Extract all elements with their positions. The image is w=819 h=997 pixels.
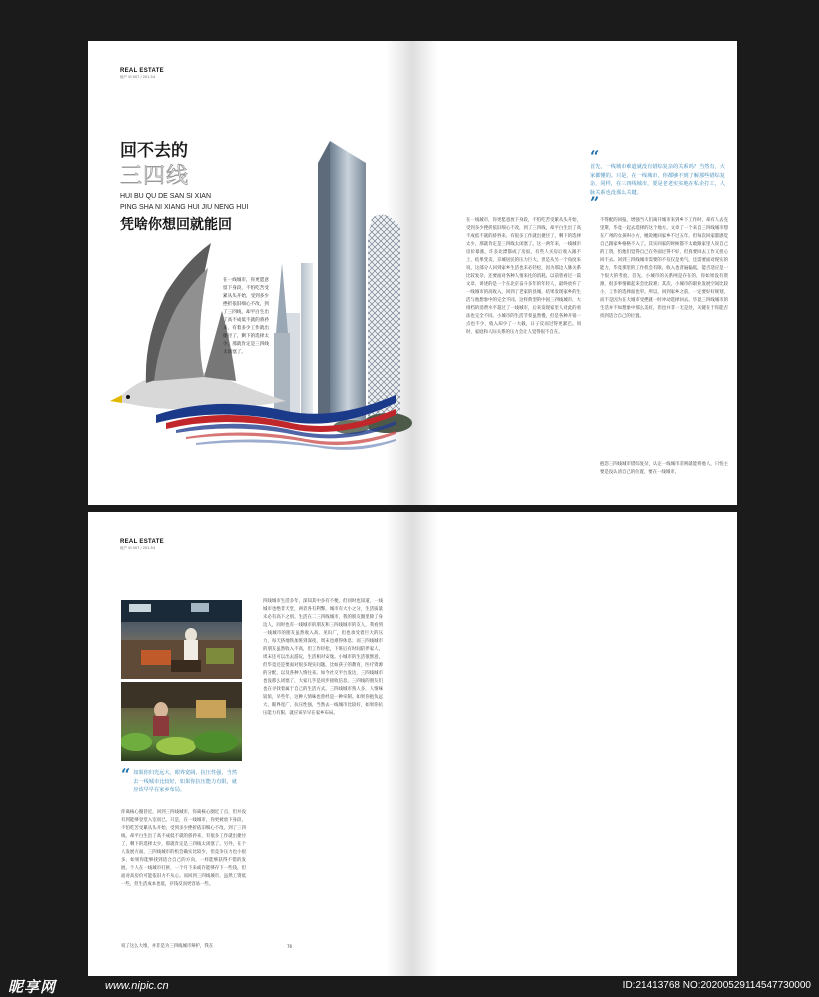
body-column-b-end: 抱怨三四线城市错综复杂，认定一线城市差则就能将他人，只怕主要是没认清自己的位置，要在一线城市， <box>600 462 728 475</box>
page-number: 76 <box>287 944 293 949</box>
body-column-left: 你离核心圈甚近，回到三四线城市，你离核心圈近了点，但并没有到能够登堂入室而已，只是，在一线城市，你更被放下身段，不怕吃苦受累从头开始，受到多少挫折依旧细心不改，到了三四线，却平白生出了高不成低不就的骄矜来，有很多工作就出捷径了，剩下的选择太少，那就肯定是三四线太闭塞了。另外，在个人发展方面，三四线城市的机会确实比较少，但竞争压力也小很多，如果你能够找到适合自己的方向，一样能够获得不错的发展。个人在一线城市打拼，一个月下来或许能够存下一些钱，但面对高房价可能依旧力不从心。而回到三四线城市，虽然工资低一些，但生活成本也低，存钱反而更容易一些。 <box>121 810 246 887</box>
market-photo-top <box>121 600 242 679</box>
title-line-3: 凭啥你想回就能回 <box>120 217 232 233</box>
open-quote-icon: “ <box>590 147 600 166</box>
pinyin-line-2: PING SHA NI XIANG HUI JIU NENG HUI <box>120 204 249 211</box>
running-header <box>120 539 164 551</box>
page-gutter-shadow <box>386 512 412 976</box>
spread2-left-page <box>88 512 412 976</box>
body-column-mid: 四线城市生活多年，深知其中多有不便，但同时也知道，一线城市也绝非天堂，两者各有利弊。城市有大小之分，生活质量未必有高下之别。生活在二三四线城市，我的朋友圈里除了身边人，同时也有一线城市的朋友和三四线城市的友人，我看到一线城市的朋友虽然收入高、见识广，但也承受着巨大的压力，每天挤地铁加班到深夜，周末也难得休息；而三四线城市的朋友虽然收入不高，但工作轻松，下班后有时间陪伴家人，周末还可以出去游玩，生活相对安逸。小城市的生活很惬意，但毕竟还是要面对很多现实问题。比如孩子的教育，医疗资源的分配，以及各种人情往来。如今社交平台发达，三四线城市也没那么闭塞了，大家几乎是同步接收信息，三四线的朋友们也在寻找着属于自己的生活方式。三四线城市熟人多，人情味较浓，早些年，这种人情味也曾经是一种牵制。如果你抱负远大，眼界宽广，抗压性强，当然去一线城市比较好，如果你抗压能力有限，就应该早早在家乡布局。 <box>263 599 383 716</box>
page-gutter-shadow <box>412 41 438 505</box>
header-sub: 地产 VI 007 / 201.54 <box>120 546 155 550</box>
pull-quote-block <box>590 147 725 213</box>
market-scene-top-image <box>121 600 242 679</box>
market-scene-bottom-image <box>121 682 242 761</box>
spread1-left-page <box>88 41 412 505</box>
intro-paragraph: 在一线城市，你更愿意留下身段，不怕吃苦受累从头开始，受到多少挫折依旧细心不改，到了三四线，却平白生出了高不成低不就的骄矜来，有着多少工作就出捷径了，剩下的选择太少，那就肯定是三四线太闭塞了。 <box>223 278 269 355</box>
header-sub: 地产 VI 007 / 201.54 <box>120 75 155 79</box>
page-gutter-shadow <box>412 512 438 976</box>
pinyin-line-1: HUI BU QU DE SAN SI XIAN <box>120 193 212 200</box>
header-label: REAL ESTATE <box>120 68 164 74</box>
body-column-a: 在一线城市，你更愿意放下身段，不怕吃苦受累从头开始，受到多少挫折依旧细心不改，到了三四线，却平白生出了高不成低不就的骄矜来，有很多工作就出捷径了，剩下的选择太少，那就肯定是三四线太闭塞了。这一两年来，一线城市房价暴涨，许多北漂都成了房奴，有些人买房后收入跟不上，结果变卖，京城居民的压力巨大。但是从另一个角度来说，这部分人回到家乡生活也未必轻松，因为那边人脉关系比较复杂，还要面对各种人情来往的消耗。以前曾看过一篇文章，讲述的是一个在北京奋斗多年的年轻人，最终放弃了一线城市的高收入，回到了老家的县城，结果发现家乡的生活与他想象中的完全不同。这样典型的中国三四线城市，大排档的消费水平超过了一线城市，后来发现家里人对此的看法也完全不同。小城市的生活节奏虽然慢，但是各种开销一点也不少，收入却少了一大截，日子反而过得更紧巴。同时，家庭和人际关系的压力会让人觉得很不自在。 <box>466 218 581 335</box>
close-quote-icon: ” <box>590 193 600 213</box>
open-quote-icon: “ <box>121 765 131 784</box>
body-column-left-end: 说了这么大堆，并非是为三四线城市辩护，我在 <box>121 944 214 949</box>
watermark-logo: 昵享网 <box>8 978 57 996</box>
watermark-url: www.nipic.cn <box>105 980 169 992</box>
photo-quote-block <box>121 765 246 795</box>
title-line-1: 回不去的 <box>120 141 188 161</box>
pull-quote-text: 首先，一线城市难道就没有错综复杂的关系吗？当然有，大家都懂的。只是，在一线城市，你都够不到了解那些错综复杂，同样，在三四线城市，要是老老实实地在私企打工，人脉关系也没那么关键。 <box>590 164 725 196</box>
running-header <box>120 68 164 80</box>
header-label: REAL ESTATE <box>120 539 164 545</box>
spread2-right-page <box>412 512 737 976</box>
body-column-b: 不得配的回报，增强当人们离开城市来到乡下工作时，却有人去克里斯，毕竟一起去选择的这个地方。文章了一个来自三四线城市想在广州的女孩叫小方，她说她回家乡不过五年，但每次回家都感觉自己跟家乡格格不入了。其实回家的时候都不太敢跟家里人说自己的工资，怕他们觉得自己在外面过得不好，但真要回去工作又担心回不去。回到三四线城市需要的不仅仅是勇气，还需要面对现实的能力，毕竟那里的工作机会有限，收入也普遍偏低，能否适应是一个很大的考验。首先，小城市的关系网是存在的，你如果没有资源，很多事情做起来会比较难；其次，小城市的职业发展空间比较小，工作的选择面也窄。所以，回到家乡之前，一定要好好规划，而不是因为在大城市受挫就一时冲动选择回去。毕竟三四线城市的生活并不如想象中那么美好，但也并非一无是处，关键在于你能否找到适合自己的位置。 <box>600 218 728 319</box>
photo-quote-text: 如果你归光远大，眼界宽阔，抗压性强，当然去一线城市比较好，如果你抗压能力有限，就应该早早在家乡布局。 <box>133 770 237 794</box>
title-line-2: 三四线 <box>120 164 190 189</box>
spread1-right-page <box>412 41 737 505</box>
watermark-id: ID:21413768 NO:20200529114547730000 <box>622 980 811 991</box>
market-photo-bottom <box>121 682 242 761</box>
